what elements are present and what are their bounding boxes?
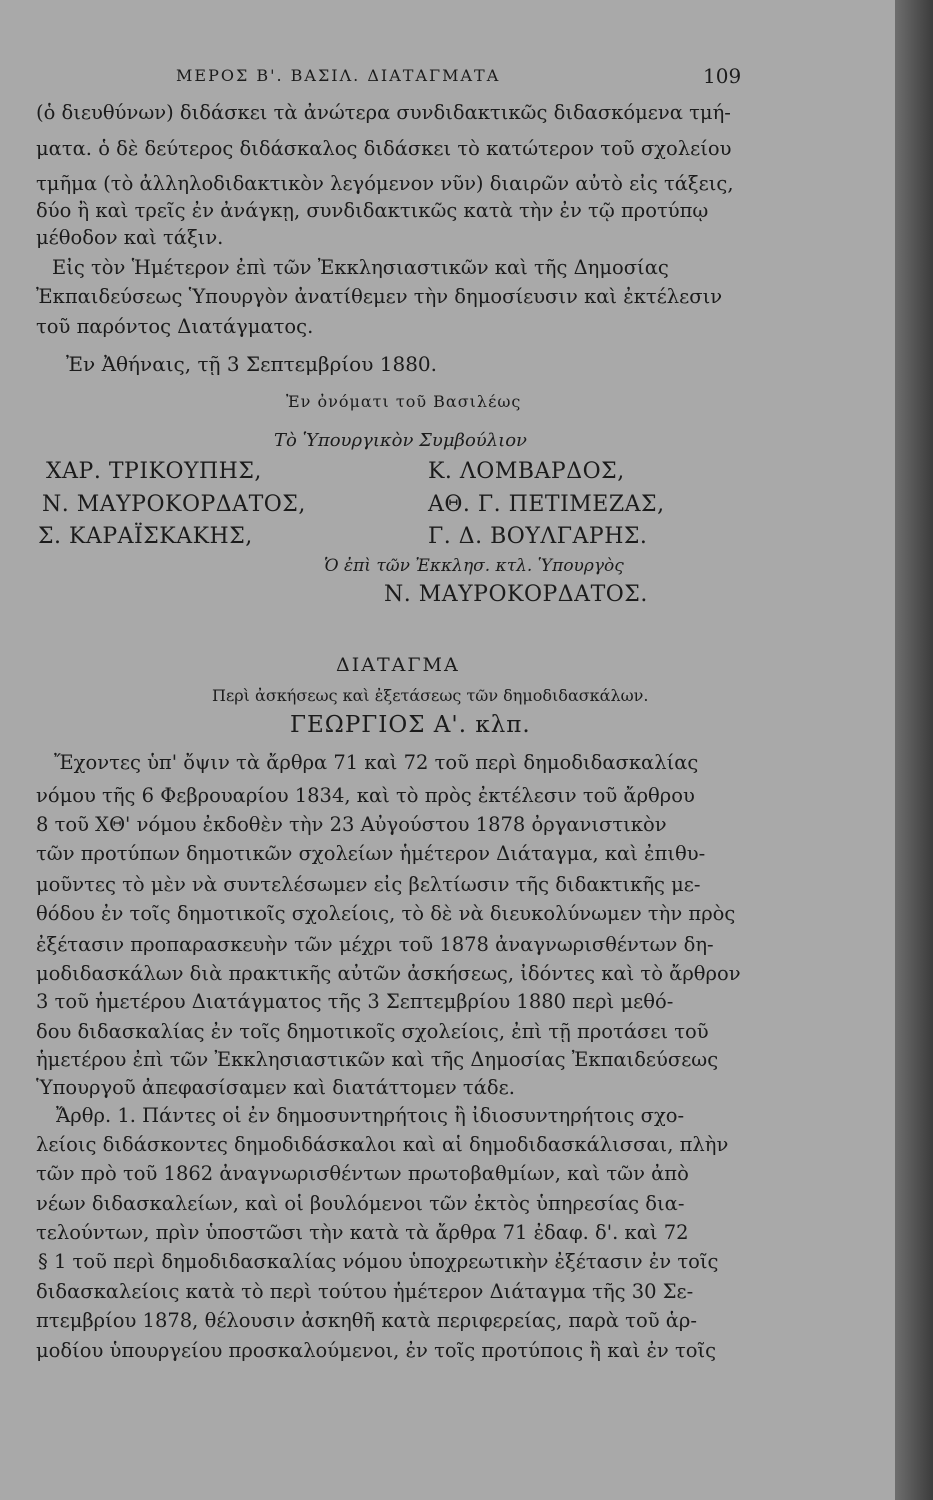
text-line: τῶν προτύπων δημοτικῶν σχολείων ἡμέτερον Διάταγμα, καὶ ἐπιθυ-	[36, 842, 706, 865]
text-line: μοῦντες τὸ μὲν νὰ συντελέσωμεν εἰς βελτίωσιν τῆς διδακτικῆς με-	[36, 873, 701, 896]
text-line: μοδίου ὑπουργείου προσκαλούμενοι, ἐν τοῖς προτύποις ἢ καὶ ἐν τοῖς	[36, 1339, 717, 1362]
page-number: 109	[703, 64, 742, 88]
minister-label: Ὁ ἐπὶ τῶν Ἐκκλησ. κτλ. Ὑπουργὸς	[324, 556, 624, 576]
text-line: 8 τοῦ ΧΘ' νόμου ἐκδοθὲν τὴν 23 Αὐγούστου 1878 ὀργανιστικὸν	[36, 813, 667, 836]
decree-title: ΔΙΑΤΑΓΜΑ	[336, 654, 460, 676]
text-line: τελούντων, πρὶν ὑποστῶσι τὴν κατὰ τὰ ἄρθρα 71 ἐδαφ. δ'. καὶ 72	[36, 1221, 689, 1244]
council-heading: Τὸ Ὑπουργικὸν Συμβούλιον	[274, 430, 527, 451]
text-line: ἐξέτασιν προπαρασκευὴν τῶν μέχρι τοῦ 1878 ἀναγνωρισθέντων δη-	[36, 933, 714, 956]
minister-name: Ν. ΜΑΥΡΟΚΟΡΔΑΤΟΣ.	[384, 582, 648, 607]
signatory-left: Σ. ΚΑΡΑΪΣΚΑΚΗΣ,	[38, 524, 253, 549]
signatory-right: ΑΘ. Γ. ΠΕΤΙΜΕΖΑΣ,	[428, 492, 665, 517]
text-line: νόμου τῆς 6 Φεβρουαρίου 1834, καὶ τὸ πρὸς ἐκτέλεσιν τοῦ ἄρθρου	[36, 784, 695, 807]
text-line: μοδιδασκάλων διὰ πρακτικῆς αὐτῶν ἀσκήσεως, ἰδόντες καὶ τὸ ἄρθρον	[36, 962, 741, 985]
text-line: δύο ἢ καὶ τρεῖς ἐν ἀνάγκῃ, συνδιδακτικῶς κατὰ τὴν ἐν τῷ προτύπῳ	[36, 199, 709, 222]
text-line: πτεμβρίου 1878, θέλουσιν ἀσκηθῆ κατὰ περιφερείας, παρὰ τοῦ ἁρ-	[36, 1309, 697, 1332]
text-line: Ἔχοντες ὑπ' ὄψιν τὰ ἄρθρα 71 καὶ 72 τοῦ περὶ δημοδιδασκαλίας	[54, 751, 699, 774]
running-header: ΜΕΡΟΣ Β'. ΒΑΣΙΛ. ΔΙΑΤΑΓΜΑΤΑ	[176, 66, 501, 85]
text-line: Εἰς τὸν Ἡμέτερον ἐπὶ τῶν Ἐκκλησιαστικῶν καὶ τῆς Δημοσίας	[52, 256, 669, 279]
date-line: Ἐν Ἀθήναις, τῇ 3 Σεπτεμβρίου 1880.	[66, 352, 437, 376]
text-line: Ὑπουργοῦ ἀπεφασίσαμεν καὶ διατάττομεν τάδε.	[36, 1076, 515, 1099]
signatory-right: Γ. Δ. ΒΟΥΛΓΑΡΗΣ.	[428, 524, 648, 549]
signatory-left: Ν. ΜΑΥΡΟΚΟΡΔΑΤΟΣ,	[42, 492, 306, 517]
text-line: διδασκαλείοις κατὰ τὸ περὶ τούτου ἡμέτερον Διάταγμα τῆς 30 Σε-	[36, 1280, 694, 1303]
text-line: ματα. ὁ δὲ δεύτερος διδάσκαλος διδάσκει τὸ κατώτερον τοῦ σχολείου	[36, 137, 732, 160]
text-line: § 1 τοῦ περὶ δημοδιδασκαλίας νόμου ὑποχρεωτικὴν ἐξέτασιν ἐν τοῖς	[38, 1250, 719, 1273]
book-gutter	[895, 0, 933, 1500]
text-line: (ὁ διευθύνων) διδάσκει τὰ ἀνώτερα συνδιδακτικῶς διδασκόμενα τμή-	[36, 101, 731, 124]
text-line: θόδου ἐν τοῖς δημοτικοῖς σχολείοις, τὸ δὲ νὰ διευκολύνωμεν τὴν πρὸς	[36, 902, 736, 925]
signatory-right: Κ. ΛΟΜΒΑΡΔΟΣ,	[428, 459, 625, 484]
text-line: μέθοδον καὶ τάξιν.	[36, 226, 224, 249]
king-line: ΓΕΩΡΓΙΟΣ Α'. κλπ.	[290, 712, 531, 738]
text-line: δου διδασκαλίας ἐν τοῖς δημοτικοῖς σχολείοις, ἐπὶ τῇ προτάσει τοῦ	[36, 1020, 709, 1043]
text-line: τμῆμα (τὸ ἀλληλοδιδακτικὸν λεγόμενον νῦν) διαιρῶν αὐτὸ εἰς τάξεις,	[36, 172, 734, 195]
text-line: νέων διδασκαλείων, καὶ οἱ βουλόμενοι τῶν ἐκτὸς ὑπηρεσίας δια-	[36, 1192, 685, 1215]
in-name-of-king: Ἐν ὀνόματι τοῦ Βασιλέως	[286, 392, 522, 411]
text-line: λείοις διδάσκοντες δημοδιδάσκαλοι καὶ αἱ δημοδιδασκάλισσαι, πλὴν	[36, 1133, 729, 1156]
text-line: τοῦ παρόντος Διατάγματος.	[36, 315, 314, 338]
text-line: 3 τοῦ ἡμετέρου Διατάγματος τῆς 3 Σεπτεμβρίου 1880 περὶ μεθό-	[36, 990, 674, 1013]
text-line: Ἐκπαιδεύσεως Ὑπουργὸν ἀνατίθεμεν τὴν δημοσίευσιν καὶ ἐκτέλεσιν	[36, 285, 723, 308]
text-line: ἡμετέρου ἐπὶ τῶν Ἐκκλησιαστικῶν καὶ τῆς Δημοσίας Ἐκπαιδεύσεως	[36, 1048, 719, 1071]
text-line: Ἄρθρ. 1. Πάντες οἱ ἐν δημοσυντηρήτοις ἢ ἰδιοσυντηρήτοις σχο-	[56, 1104, 685, 1127]
text-line: τῶν πρὸ τοῦ 1862 ἀναγνωρισθέντων πρωτοβαθμίων, καὶ τῶν ἀπὸ	[36, 1162, 689, 1185]
decree-subtitle: Περὶ ἀσκήσεως καὶ ἐξετάσεως τῶν δημοδιδασκάλων.	[212, 686, 649, 705]
signatory-left: ΧΑΡ. ΤΡΙΚΟΥΠΗΣ,	[46, 459, 262, 484]
